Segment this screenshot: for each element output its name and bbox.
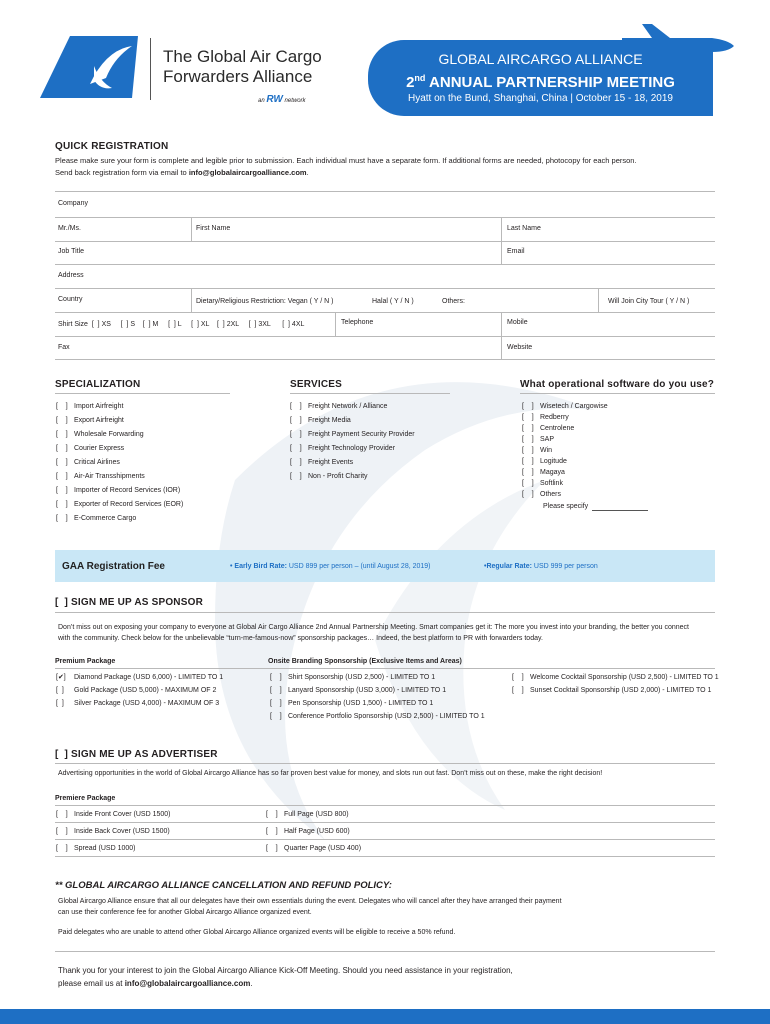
- premium-package-option[interactable]: [56, 673, 223, 682]
- checkbox[interactable]: [ ]: [56, 473, 68, 480]
- checkbox[interactable]: [ ]: [270, 687, 282, 694]
- intro-line2-pre: Send back registration form via email to: [55, 168, 189, 177]
- checkbox[interactable]: [ ]: [56, 811, 68, 818]
- page-ad-label: Full Page (USD 800): [284, 811, 349, 818]
- specialization-option[interactable]: [56, 514, 136, 523]
- checkbox[interactable]: [ ]: [522, 480, 534, 487]
- company-field[interactable]: Company: [58, 200, 88, 207]
- onsite-sponsorship-label: Shirt Sponsorship (USD 2,500) - LIMITED TO 1: [288, 674, 436, 681]
- checkbox[interactable]: [ ]: [266, 828, 278, 835]
- premiere-ad-label: Inside Front Cover (USD 1500): [74, 811, 171, 818]
- early-bird-rate: [230, 562, 431, 571]
- checkbox[interactable]: [ ]: [266, 845, 278, 852]
- checkbox[interactable]: [ ]: [522, 458, 534, 465]
- premium-package-label: Silver Package (USD 4,000) - MAXIMUM OF 3: [74, 700, 220, 707]
- checkbox[interactable]: [ ]: [56, 487, 68, 494]
- cocktail-sponsorship-option[interactable]: [512, 673, 719, 682]
- premium-package-option[interactable]: [56, 686, 216, 695]
- section-rule: [520, 393, 715, 394]
- footer-line2-pre: please email us at: [58, 979, 125, 988]
- premium-package-title: Premium Package: [55, 658, 116, 665]
- form-rule: [55, 288, 715, 289]
- checkbox[interactable]: [ ]: [522, 469, 534, 476]
- advertiser-signup-checkbox[interactable]: [ ] SIGN ME UP AS ADVERTISER: [55, 749, 218, 760]
- registration-fee-label: GAA Registration Fee: [62, 561, 165, 572]
- checkbox[interactable]: [ ]: [270, 700, 282, 707]
- onsite-sponsorship-option[interactable]: [270, 699, 433, 708]
- regular-rate-value: USD 999 per person: [531, 563, 598, 570]
- org-name-line1: The Global Air Cargo: [163, 47, 322, 66]
- onsite-sponsorship-label: Pen Sponsorship (USD 1,500) - LIMITED TO 1: [288, 700, 434, 707]
- form-rule: [55, 359, 715, 360]
- checkbox[interactable]: [ ]: [522, 414, 534, 421]
- checkbox[interactable]: [ ]: [512, 687, 524, 694]
- software-option[interactable]: [522, 446, 552, 455]
- country-field[interactable]: Country: [58, 296, 83, 303]
- specialization-option[interactable]: [56, 444, 124, 453]
- specialization-title: SPECIALIZATION: [55, 379, 141, 390]
- onsite-sponsorship-option[interactable]: [270, 673, 435, 682]
- specialization-option[interactable]: [56, 486, 180, 495]
- checkbox[interactable]: [ ]: [522, 425, 534, 432]
- specialization-label: Air-Air Transshipments: [74, 473, 145, 480]
- specialization-option[interactable]: [56, 500, 183, 509]
- network-tag: [258, 96, 306, 105]
- page-ad-label: Quarter Page (USD 400): [284, 845, 362, 852]
- software-label: Softlink: [540, 480, 563, 487]
- software-label: Magaya: [540, 469, 565, 476]
- policy-line1: Global Aircargo Alliance ensure that all our delegates have their own essentials during the event. Delegates who will cancel after they have arranged their payment: [58, 898, 562, 905]
- logo-mark: [40, 36, 138, 98]
- section-rule: [55, 763, 715, 764]
- page-ad-option[interactable]: [266, 844, 361, 853]
- premiere-package-title: Premiere Package: [55, 795, 116, 802]
- sponsor-desc-line1: Don’t miss out on exposing your company to everyone at Global Air Cargo Alliance 2nd Annual Partnership Meeting. Smart companies get it: The more you invest into your branding, the better you connect: [58, 624, 690, 631]
- form-divider: [501, 217, 502, 264]
- premiere-ad-option[interactable]: [56, 844, 135, 853]
- event-banner: [368, 40, 713, 116]
- email-field[interactable]: Email: [507, 248, 525, 255]
- specialization-label: E-Commerce Cargo: [74, 515, 137, 522]
- checkbox[interactable]: [ ]: [522, 436, 534, 443]
- intro-line2: [55, 168, 309, 178]
- service-option[interactable]: [290, 444, 395, 453]
- checkbox[interactable]: [ ]: [512, 674, 524, 681]
- onsite-sponsorship-label: Conference Portfolio Sponsorship (USD 2,500) - LIMITED TO 1: [288, 713, 485, 720]
- form-rule: [55, 217, 715, 218]
- checkbox[interactable]: [ ]: [56, 845, 68, 852]
- software-label: Centrolene: [540, 425, 575, 432]
- service-label: Freight Events: [308, 459, 354, 466]
- checkbox[interactable]: [ ]: [290, 417, 302, 424]
- page-ad-option[interactable]: [266, 810, 349, 819]
- software-option[interactable]: [522, 413, 569, 422]
- page-ad-option[interactable]: [266, 827, 350, 836]
- dietary-field[interactable]: Dietary/Religious Restriction: Vegan ( Y / N ): [196, 298, 334, 305]
- title-prefix-field[interactable]: Mr./Ms.: [58, 225, 81, 232]
- policy-line3: Paid delegates who are unable to attend other Global Aircargo Alliance organized events will be eligible to receive a 50% refund.: [58, 929, 456, 936]
- software-label: Win: [540, 447, 553, 454]
- refund-policy-title: ** GLOBAL AIRCARGO ALLIANCE CANCELLATION AND REFUND POLICY:: [55, 880, 392, 891]
- telephone-field[interactable]: Telephone: [341, 319, 374, 326]
- form-divider: [191, 217, 192, 241]
- specialization-label: Wholesale Forwarding: [74, 431, 144, 438]
- checkbox[interactable]: [ ]: [522, 491, 534, 498]
- service-option[interactable]: [290, 458, 353, 467]
- form-rule: [55, 191, 715, 192]
- checkbox[interactable]: [ ]: [56, 687, 64, 694]
- specialization-option[interactable]: [56, 402, 123, 411]
- intro-line2-post: .: [306, 168, 309, 177]
- section-rule: [55, 668, 715, 669]
- sponsor-signup-checkbox[interactable]: [ ] SIGN ME UP AS SPONSOR: [55, 597, 203, 608]
- registration-email-link[interactable]: info@globalaircargoalliance.com: [188, 168, 307, 177]
- regular-rate-label: •Regular Rate:: [484, 563, 532, 570]
- early-bird-value: USD 899 per person – (until August 28, 2019): [286, 563, 431, 570]
- halal-field[interactable]: Halal ( Y / N ): [372, 298, 414, 305]
- software-label: Others: [540, 491, 562, 498]
- specialization-label: Critical Airlines: [74, 459, 120, 466]
- address-field[interactable]: Address: [58, 272, 84, 279]
- service-option[interactable]: [290, 402, 387, 411]
- checkbox[interactable]: [ ]: [290, 473, 302, 480]
- specialization-label: Courier Express: [74, 445, 125, 452]
- cocktail-sponsorship-option[interactable]: [512, 686, 711, 695]
- software-option[interactable]: [522, 468, 565, 477]
- software-option[interactable]: [522, 457, 567, 466]
- specialization-label: Exporter of Record Services (EOR): [74, 501, 184, 508]
- software-option[interactable]: [522, 435, 554, 444]
- first-name-field[interactable]: First Name: [196, 225, 231, 232]
- footer-email-link[interactable]: info@globalaircargoalliance.com: [124, 979, 251, 988]
- form-rule: [55, 312, 715, 313]
- form-rule: [55, 336, 715, 337]
- form-rule: [55, 241, 715, 242]
- org-name-line2: Forwarders Alliance: [163, 67, 313, 86]
- specialization-option[interactable]: [56, 458, 120, 467]
- checkbox[interactable]: [ ]: [270, 713, 282, 720]
- mobile-field[interactable]: Mobile: [507, 319, 528, 326]
- checkbox[interactable]: [ ]: [290, 431, 302, 438]
- city-tour-field[interactable]: Will Join City Tour ( Y / N ): [608, 298, 690, 305]
- software-specify: Please specify: [543, 503, 589, 510]
- software-option[interactable]: [522, 490, 561, 499]
- checkbox[interactable]: [ ]: [56, 515, 68, 522]
- checkbox[interactable]: [ ]: [56, 431, 68, 438]
- logo-divider: [150, 38, 151, 100]
- meeting-ordinal: 2: [406, 74, 415, 91]
- quick-registration-title: QUICK REGISTRATION: [55, 141, 169, 152]
- onsite-sponsorship-option[interactable]: [270, 712, 485, 721]
- footer-line2: [58, 978, 253, 989]
- cocktail-sponsorship-label: Welcome Cocktail Sponsorship (USD 2,500) - LIMITED TO 1: [530, 674, 719, 681]
- software-label: SAP: [540, 436, 555, 443]
- checkbox[interactable]: [ ]: [56, 501, 68, 508]
- job-title-field[interactable]: Job Title: [58, 248, 85, 255]
- service-option[interactable]: [290, 472, 368, 481]
- software-title: What operational software do you use?: [520, 379, 715, 390]
- specialization-label: Importer of Record Services (IOR): [74, 487, 181, 494]
- premium-package-option[interactable]: [56, 699, 219, 708]
- checkbox[interactable]: [ ]: [270, 674, 282, 681]
- section-rule: [55, 805, 715, 806]
- event-title: GLOBAL AIRCARGO ALLIANCE: [438, 51, 643, 67]
- meeting-name: [368, 68, 713, 93]
- network-pre: an: [258, 98, 265, 104]
- software-option[interactable]: [522, 479, 563, 488]
- checkbox[interactable]: [✔]: [56, 674, 66, 681]
- sponsor-desc-line2: with the community. Check below for the unbelievable “turn-me-famous-now” sponsorship packages… Indeed, the best platform to PR with forwarders today.: [58, 635, 543, 642]
- venue: Hyatt on the Bund, Shanghai, China | October 15 - 18, 2019: [408, 93, 673, 104]
- checkbox[interactable]: [ ]: [56, 700, 64, 707]
- row-rule: [55, 839, 715, 840]
- footer-line1: Thank you for your interest to join the Global Aircargo Alliance Kick-Off Meeting. Should you need assistance in your registration,: [58, 966, 513, 975]
- form-divider: [598, 288, 599, 312]
- shirt-size-options[interactable]: Shirt Size [ ] XS [ ] S [ ] M [ ] L [ ] XL [ ] 2XL [ ] 3XL [ ] 4XL: [58, 321, 305, 328]
- checkbox[interactable]: [ ]: [290, 459, 302, 466]
- early-bird-label: • Early Bird Rate:: [230, 563, 287, 570]
- checkbox[interactable]: [ ]: [56, 417, 68, 424]
- specialization-option[interactable]: [56, 430, 144, 439]
- form-rule: [55, 264, 715, 265]
- section-rule: [290, 393, 450, 394]
- premiere-ad-label: Spread (USD 1000): [74, 845, 136, 852]
- onsite-branding-title: Onsite Branding Sponsorship (Exclusive Items and Areas): [268, 658, 462, 665]
- policy-line2: can use their conference fee for another Global Aircargo Alliance organized event.: [58, 909, 312, 916]
- onsite-sponsorship-label: Lanyard Sponsorship (USD 3,000) - LIMITED TO 1: [288, 687, 447, 694]
- checkbox[interactable]: [ ]: [290, 445, 302, 452]
- service-label: Freight Payment Security Provider: [308, 431, 415, 438]
- regular-rate: [484, 562, 598, 571]
- checkbox[interactable]: [ ]: [522, 403, 534, 410]
- service-label: Freight Media: [308, 417, 351, 424]
- cocktail-sponsorship-label: Sunset Cocktail Sponsorship (USD 2,000) - LIMITED TO 1: [530, 687, 712, 694]
- section-rule: [55, 612, 715, 613]
- specialization-option[interactable]: [56, 472, 145, 481]
- premiere-ad-option[interactable]: [56, 810, 170, 819]
- premiere-ad-option[interactable]: [56, 827, 170, 836]
- website-field[interactable]: Website: [507, 344, 533, 351]
- row-rule: [55, 822, 715, 823]
- form-divider: [191, 288, 192, 312]
- fax-field[interactable]: Fax: [58, 344, 70, 351]
- network-post: network: [284, 98, 306, 104]
- meeting-title-text: ANNUAL PARTNERSHIP MEETING: [429, 74, 675, 91]
- service-label: Freight Technology Provider: [308, 445, 396, 452]
- form-divider: [501, 312, 502, 359]
- footer-line2-post: .: [250, 979, 253, 988]
- premium-package-label: Gold Package (USD 5,000) - MAXIMUM OF 2: [74, 687, 217, 694]
- premiere-ad-label: Inside Back Cover (USD 1500): [74, 828, 170, 835]
- row-rule: [55, 856, 715, 857]
- software-option[interactable]: [522, 402, 608, 411]
- meeting-sup: nd: [414, 73, 426, 83]
- checkbox[interactable]: [ ]: [56, 828, 68, 835]
- specify-input-line[interactable]: [592, 510, 648, 511]
- last-name-field[interactable]: Last Name: [507, 225, 541, 232]
- checkbox[interactable]: [ ]: [522, 447, 534, 454]
- software-label: Logitude: [540, 458, 567, 465]
- page-ad-label: Half Page (USD 600): [284, 828, 350, 835]
- software-label: Wisetech / Cargowise: [540, 403, 608, 410]
- software-label: Redberry: [540, 414, 569, 421]
- network-brand: RW: [266, 94, 283, 105]
- intro-line1: Please make sure your form is complete and legible prior to submission. Each individual must have a separate form. If additional forms are needed, photocopy for each person.: [55, 156, 637, 165]
- advertiser-desc: Advertising opportunities in the world of Global Aircargo Alliance has so far proven best value for money, and slots run out fast. Don’t miss out on these, make the right decision!: [58, 770, 603, 777]
- premium-package-label: Diamond Package (USD 6,000) - LIMITED TO 1: [74, 674, 224, 681]
- service-option[interactable]: [290, 430, 415, 439]
- specialization-label: Import Airfreight: [74, 403, 124, 410]
- service-label: Non - Profit Charity: [308, 473, 368, 480]
- section-rule: [55, 393, 230, 394]
- form-divider: [335, 312, 336, 336]
- service-label: Freight Network / Alliance: [308, 403, 388, 410]
- dietary-others-field[interactable]: Others:: [442, 298, 465, 305]
- checkbox[interactable]: [ ]: [56, 459, 68, 466]
- specialization-option[interactable]: [56, 416, 124, 425]
- service-option[interactable]: [290, 416, 351, 425]
- checkbox[interactable]: [ ]: [56, 403, 68, 410]
- services-title: SERVICES: [290, 379, 342, 390]
- specialization-label: Export Airfreight: [74, 417, 124, 424]
- onsite-sponsorship-option[interactable]: [270, 686, 446, 695]
- checkbox[interactable]: [ ]: [56, 445, 68, 452]
- checkbox[interactable]: [ ]: [266, 811, 278, 818]
- section-rule: [55, 951, 715, 952]
- footer-bar: [0, 1009, 770, 1024]
- checkbox[interactable]: [ ]: [290, 403, 302, 410]
- software-option[interactable]: [522, 424, 574, 433]
